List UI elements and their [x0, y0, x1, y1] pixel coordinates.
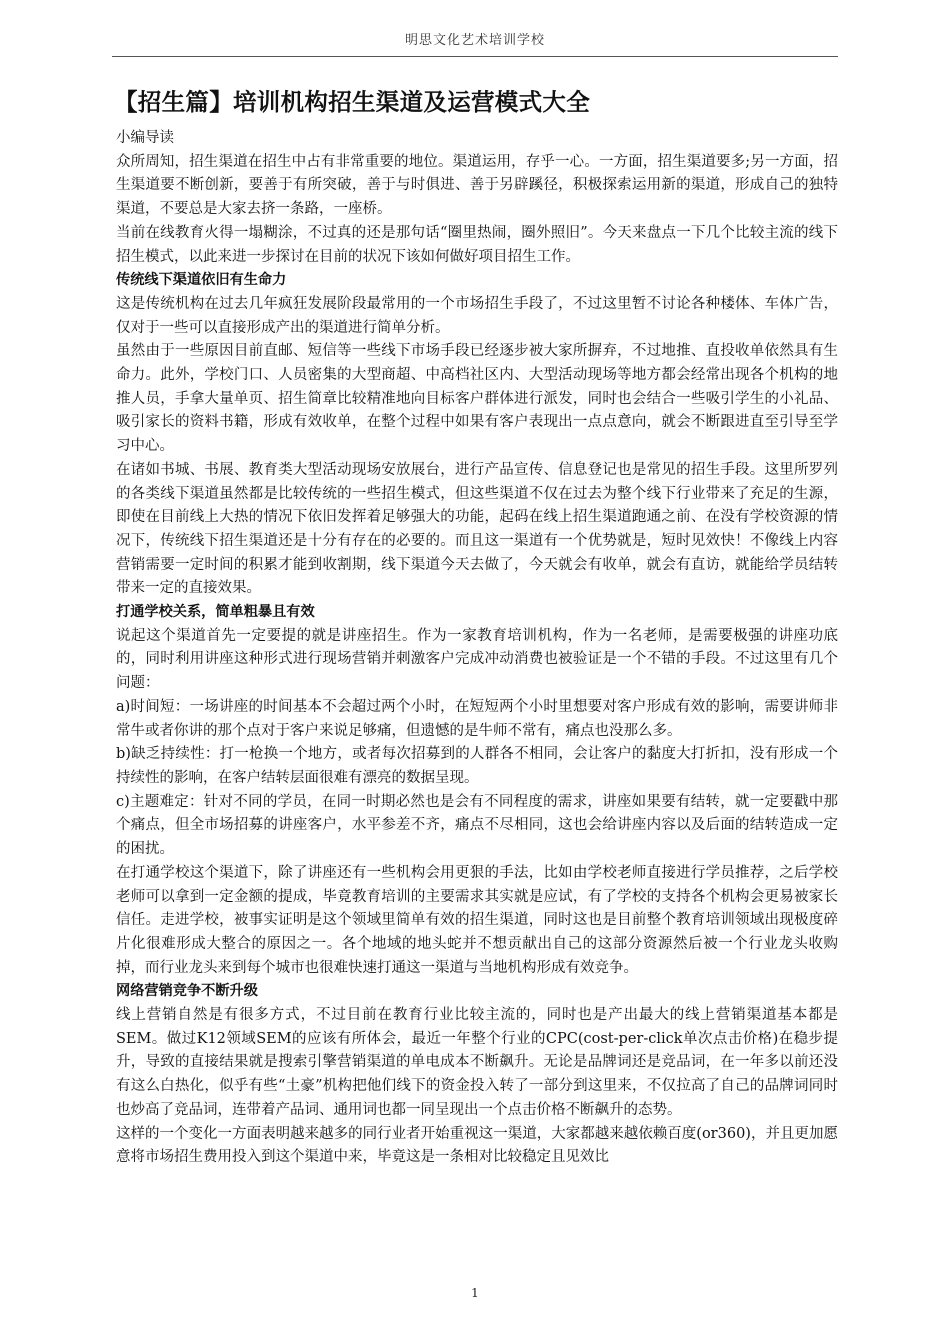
body-paragraph: 说起这个渠道首先一定要提的就是讲座招生。作为一家教育培训机构，作为一名老师，是需要极强的讲座功底的，同时利用讲座这种形式进行现场营销并刺激客户完成冲动消费也被验证是一个不错的手段。不过这里有几个问题： — [116, 627, 838, 692]
list-item-a: a)时间短：一场讲座的时间基本不会超过两个小时，在短短两个小时里想要对客户形成有效的影响，需要讲师非常牛或者你讲的那个点对于客户来说足够痛，但遗憾的是牛师不常有，痛点也没那么多。 — [116, 698, 838, 739]
intro-label: 小编导读 — [116, 130, 174, 146]
article-body — [116, 84, 838, 1170]
intro-paragraph: 当前在线教育火得一塌糊涂，不过真的还是那句话“圈里热闹，圈外照旧”。今天来盘点一下几个比较主流的线下招生模式，以此来进一步探讨在目前的状况下该如何做好项目招生工作。 — [116, 224, 838, 265]
list-item-c: c)主题难定：针对不同的学员，在同一时期必然也是会有不同程度的需求，讲座如果要有结转，就一定要戳中那个痛点，但全市场招募的讲座客户，水平参差不齐，痛点不尽相同，这也会给讲座内容以及后面的结转造成一定的困扰。 — [116, 793, 838, 858]
page-header: 明思文化艺术培训学校 — [404, 33, 545, 48]
body-paragraph: 这样的一个变化一方面表明越来越多的同行业者开始重视这一渠道，大家都越来越依赖百度(or360)，并且更加愿意将市场招生费用投入到这个渠道中来，毕竟这是一条相对比较稳定且见效比 — [116, 1125, 838, 1166]
section-heading-offline: 传统线下渠道依旧有生命力 — [116, 272, 287, 289]
body-paragraph: 这是传统机构在过去几年疯狂发展阶段最常用的一个市场招生手段了，不过这里暂不讨论各种楼体、车体广告，仅对于一些可以直接形成产出的渠道进行简单分析。 — [116, 295, 838, 336]
body-paragraph: 在打通学校这个渠道下，除了讲座还有一些机构会用更狠的手法，比如由学校老师直接进行学员推荐，之后学校老师可以拿到一定金额的提成，毕竟教育培训的主要需求其实就是应试，有了学校的支持各个机构会更易被家长信任。走进学校，被事实证明是这个领域里简单有效的招生渠道，同时这也是目前整个教育培训领域出现极度碎片化很难形成大整合的原因之一。各个地域的地头蛇并不想贡献出自己的这部分资源然后被一个行业龙头收购掉，而行业龙头来到每个城市也很难快速打通这一渠道与当地机构形成有效竞争。 — [116, 864, 838, 976]
list-item-b: b)缺乏持续性：打一枪换一个地方，或者每次招募到的人群各不相同，会让客户的黏度大打折扣，没有形成一个持续性的影响，在客户结转层面很难有漂亮的数据呈现。 — [116, 746, 838, 786]
body-paragraph: 虽然由于一些原因目前直邮、短信等一些线下市场手段已经逐步被大家所摒弃，不过地推、直投收单依然具有生命力。此外，学校门口、人员密集的大型商超、中高档社区内、大型活动现场等地方都会经常出现各个机构的地推人员，手拿大量单页、招生简章比较精准地向目标客户群体进行派发，同时也会结合一些吸引学生的小礼品、吸引家长的资料书籍，形成有效收单，在整个过程中如果有客户表现出一点点意向，就会不断跟进直至引导至学习中心。 — [116, 343, 838, 455]
section-heading-school: 打通学校关系，简单粗暴且有效 — [116, 604, 315, 621]
header-divider — [112, 56, 838, 57]
page-number: 1 — [471, 1286, 479, 1300]
article-title: 【招生篇】培训机构招生渠道及运营模式大全 — [114, 88, 590, 116]
body-paragraph: 在诸如书城、书展、教育类大型活动现场安放展台，进行产品宣传、信息登记也是常见的招生手段。这里所罗列的各类线下渠道虽然都是比较传统的一些招生模式，但这些渠道不仅在过去为整个线下行业带来了充足的生源，即使在目前线上大热的情况下依旧发挥着足够强大的功能，起码在线上招生渠道跑通之前、在没有学校资源的情况下，传统线下招生渠道还是十分有存在的必要的。而且这一渠道有一个优势就是，短时见效快！不像线上内容营销需要一定时间的积累才能到收割期，线下渠道今天去做了，今天就会有收单，就会有直访，就能给学员结转带来一定的直接效果。 — [116, 461, 838, 597]
section-heading-online: 网络营销竞争不断升级 — [116, 983, 258, 1000]
body-paragraph: 线上营销自然是有很多方式，不过目前在教育行业比较主流的，同时也是产出最大的线上营销渠道基本都是SEM。做过K12领域SEM的应该有所体会，最近一年整个行业的CPC(cost-per-click单次点击价格)在稳步提升，导致的直接结果就是搜索引擎营销渠道的单电成本不断飙升。无论是品牌词还是竞品词，在一年多以前还没有这么白热化，似乎有些“土豪”机构把他们线下的资金投入转了一部分到这里来，不仅拉高了自己的品牌词同时也炒高了竞品词，连带着产品词、通用词也都一同呈现出一个点击价格不断飙升的态势。 — [116, 1007, 838, 1118]
intro-paragraph: 众所周知，招生渠道在招生中占有非常重要的地位。渠道运用，存乎一心。一方面，招生渠道要多;另一方面，招生渠道要不断创新，要善于有所突破，善于与时俱进、善于另辟蹊径，积极探索运用新的渠道，形成自己的独特渠道，不要总是大家去挤一条路，一座桥。 — [116, 153, 838, 218]
